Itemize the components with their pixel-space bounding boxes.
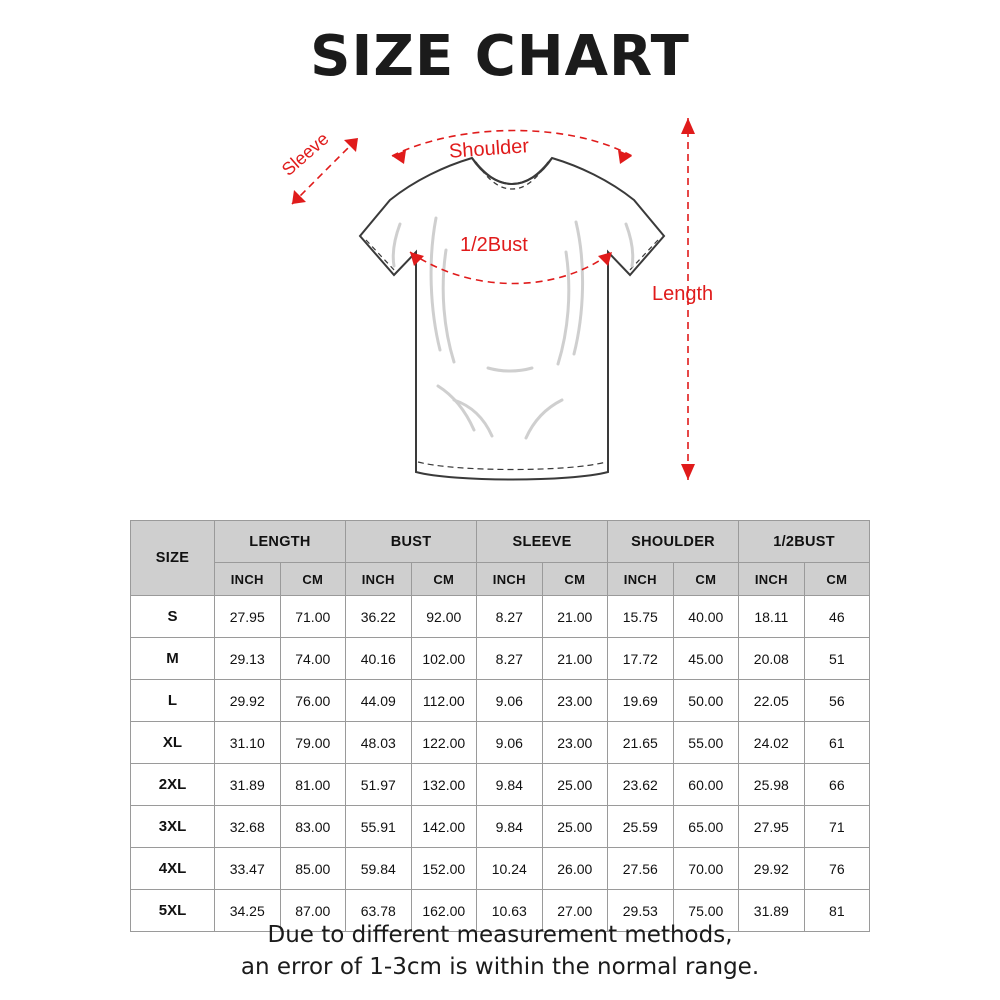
size-table: [130, 520, 870, 932]
cell-bust-inch: 63.78: [346, 890, 412, 932]
cell-sleeve-cm: 27.00: [542, 890, 608, 932]
cell-length-cm: 83.00: [280, 806, 346, 848]
cell-half-bust-cm: 46: [804, 596, 870, 638]
cell-half-bust-cm: 81: [804, 890, 870, 932]
cell-shoulder-cm: 45.00: [673, 638, 739, 680]
cell-sleeve-cm: 23.00: [542, 680, 608, 722]
cell-bust-cm: 152.00: [411, 848, 477, 890]
table-body: [131, 596, 870, 932]
header-group-sleeve: SLEEVE: [477, 521, 608, 563]
header-unit-length-inch: INCH: [215, 563, 281, 596]
cell-bust-inch: 55.91: [346, 806, 412, 848]
cell-sleeve-cm: 23.00: [542, 722, 608, 764]
cell-bust-cm: 102.00: [411, 638, 477, 680]
table-row: [131, 596, 870, 638]
cell-length-cm: 71.00: [280, 596, 346, 638]
cell-length-inch: 32.68: [215, 806, 281, 848]
cell-sleeve-cm: 21.00: [542, 596, 608, 638]
cell-length-cm: 79.00: [280, 722, 346, 764]
cell-half-bust-cm: 61: [804, 722, 870, 764]
cell-shoulder-inch: 29.53: [608, 890, 674, 932]
cell-length-cm: 85.00: [280, 848, 346, 890]
cell-sleeve-cm: 26.00: [542, 848, 608, 890]
annotation-length: Length: [652, 283, 714, 305]
cell-length-inch: 31.10: [215, 722, 281, 764]
cell-sleeve-inch: 9.84: [477, 806, 543, 848]
cell-half-bust-cm: 71: [804, 806, 870, 848]
header-unit-shoulder-inch: INCH: [608, 563, 674, 596]
cell-bust-cm: 112.00: [411, 680, 477, 722]
cell-sleeve-inch: 10.63: [477, 890, 543, 932]
cell-bust-cm: 92.00: [411, 596, 477, 638]
cell-sleeve-inch: 9.06: [477, 680, 543, 722]
cell-half-bust-inch: 31.89: [739, 890, 805, 932]
header-unit-sleeve-inch: INCH: [477, 563, 543, 596]
cell-half-bust-inch: 29.92: [739, 848, 805, 890]
cell-length-inch: 31.89: [215, 764, 281, 806]
cell-sleeve-inch: 10.24: [477, 848, 543, 890]
cell-bust-inch: 59.84: [346, 848, 412, 890]
table-row: [131, 848, 870, 890]
cell-half-bust-cm: 66: [804, 764, 870, 806]
cell-size: XL: [131, 722, 215, 764]
cell-half-bust-cm: 51: [804, 638, 870, 680]
cell-sleeve-cm: 25.00: [542, 764, 608, 806]
cell-sleeve-inch: 8.27: [477, 596, 543, 638]
cell-length-inch: 33.47: [215, 848, 281, 890]
table-row: [131, 764, 870, 806]
cell-length-cm: 76.00: [280, 680, 346, 722]
cell-half-bust-inch: 22.05: [739, 680, 805, 722]
cell-size: M: [131, 638, 215, 680]
page-title: SIZE CHART: [310, 24, 690, 89]
table-row: [131, 722, 870, 764]
cell-length-inch: 27.95: [215, 596, 281, 638]
cell-bust-cm: 122.00: [411, 722, 477, 764]
cell-length-inch: 34.25: [215, 890, 281, 932]
table-row: [131, 680, 870, 722]
annotation-shoulder: Shoulder: [448, 135, 530, 163]
cell-bust-inch: 51.97: [346, 764, 412, 806]
table-row: [131, 806, 870, 848]
cell-half-bust-inch: 24.02: [739, 722, 805, 764]
cell-sleeve-cm: 25.00: [542, 806, 608, 848]
cell-shoulder-inch: 19.69: [608, 680, 674, 722]
tshirt-illustration: [240, 100, 760, 500]
cell-size: 5XL: [131, 890, 215, 932]
annotation-half-bust: 1/2Bust: [460, 234, 528, 256]
cell-sleeve-cm: 21.00: [542, 638, 608, 680]
disclaimer-line-2: an error of 1-3cm is within the normal range.: [240, 953, 760, 980]
cell-bust-inch: 44.09: [346, 680, 412, 722]
cell-shoulder-inch: 27.56: [608, 848, 674, 890]
header-unit-length-cm: CM: [280, 563, 346, 596]
header-unit-sleeve-cm: CM: [542, 563, 608, 596]
size-table-wrapper: [130, 520, 870, 932]
cell-sleeve-inch: 8.27: [477, 638, 543, 680]
cell-shoulder-inch: 25.59: [608, 806, 674, 848]
cell-length-cm: 81.00: [280, 764, 346, 806]
cell-half-bust-inch: 18.11: [739, 596, 805, 638]
cell-shoulder-inch: 21.65: [608, 722, 674, 764]
cell-bust-inch: 48.03: [346, 722, 412, 764]
cell-bust-cm: 132.00: [411, 764, 477, 806]
cell-sleeve-inch: 9.84: [477, 764, 543, 806]
header-unit-half-bust-cm: CM: [804, 563, 870, 596]
cell-shoulder-inch: 17.72: [608, 638, 674, 680]
cell-bust-cm: 162.00: [411, 890, 477, 932]
header-unit-bust-cm: CM: [411, 563, 477, 596]
header-unit-bust-inch: INCH: [346, 563, 412, 596]
cell-length-cm: 87.00: [280, 890, 346, 932]
table-header-row-units: [131, 563, 870, 596]
cell-shoulder-cm: 40.00: [673, 596, 739, 638]
cell-shoulder-cm: 75.00: [673, 890, 739, 932]
cell-half-bust-inch: 20.08: [739, 638, 805, 680]
cell-half-bust-cm: 56: [804, 680, 870, 722]
cell-length-cm: 74.00: [280, 638, 346, 680]
cell-shoulder-cm: 55.00: [673, 722, 739, 764]
header-size: SIZE: [131, 521, 215, 596]
cell-size: 3XL: [131, 806, 215, 848]
table-header-row-groups: [131, 521, 870, 563]
cell-size: 2XL: [131, 764, 215, 806]
cell-shoulder-inch: 23.62: [608, 764, 674, 806]
header-group-half-bust: 1/2BUST: [739, 521, 870, 563]
table-row: [131, 638, 870, 680]
cell-length-inch: 29.13: [215, 638, 281, 680]
cell-size: S: [131, 596, 215, 638]
cell-bust-cm: 142.00: [411, 806, 477, 848]
cell-shoulder-cm: 60.00: [673, 764, 739, 806]
header-group-shoulder: SHOULDER: [608, 521, 739, 563]
cell-half-bust-inch: 25.98: [739, 764, 805, 806]
table-head: [131, 521, 870, 596]
cell-shoulder-cm: 70.00: [673, 848, 739, 890]
disclaimer-line-1: Due to different measurement methods,: [267, 922, 733, 948]
cell-shoulder-cm: 65.00: [673, 806, 739, 848]
cell-half-bust-inch: 27.95: [739, 806, 805, 848]
cell-length-inch: 29.92: [215, 680, 281, 722]
annotation-sleeve: Sleeve: [277, 128, 333, 180]
cell-size: L: [131, 680, 215, 722]
cell-shoulder-cm: 50.00: [673, 680, 739, 722]
cell-size: 4XL: [131, 848, 215, 890]
header-unit-shoulder-cm: CM: [673, 563, 739, 596]
measurement-disclaimer: [0, 920, 1000, 983]
header-group-length: LENGTH: [215, 521, 346, 563]
cell-bust-inch: 40.16: [346, 638, 412, 680]
cell-bust-inch: 36.22: [346, 596, 412, 638]
cell-shoulder-inch: 15.75: [608, 596, 674, 638]
cell-half-bust-cm: 76: [804, 848, 870, 890]
cell-sleeve-inch: 9.06: [477, 722, 543, 764]
header-unit-half-bust-inch: INCH: [739, 563, 805, 596]
header-group-bust: BUST: [346, 521, 477, 563]
